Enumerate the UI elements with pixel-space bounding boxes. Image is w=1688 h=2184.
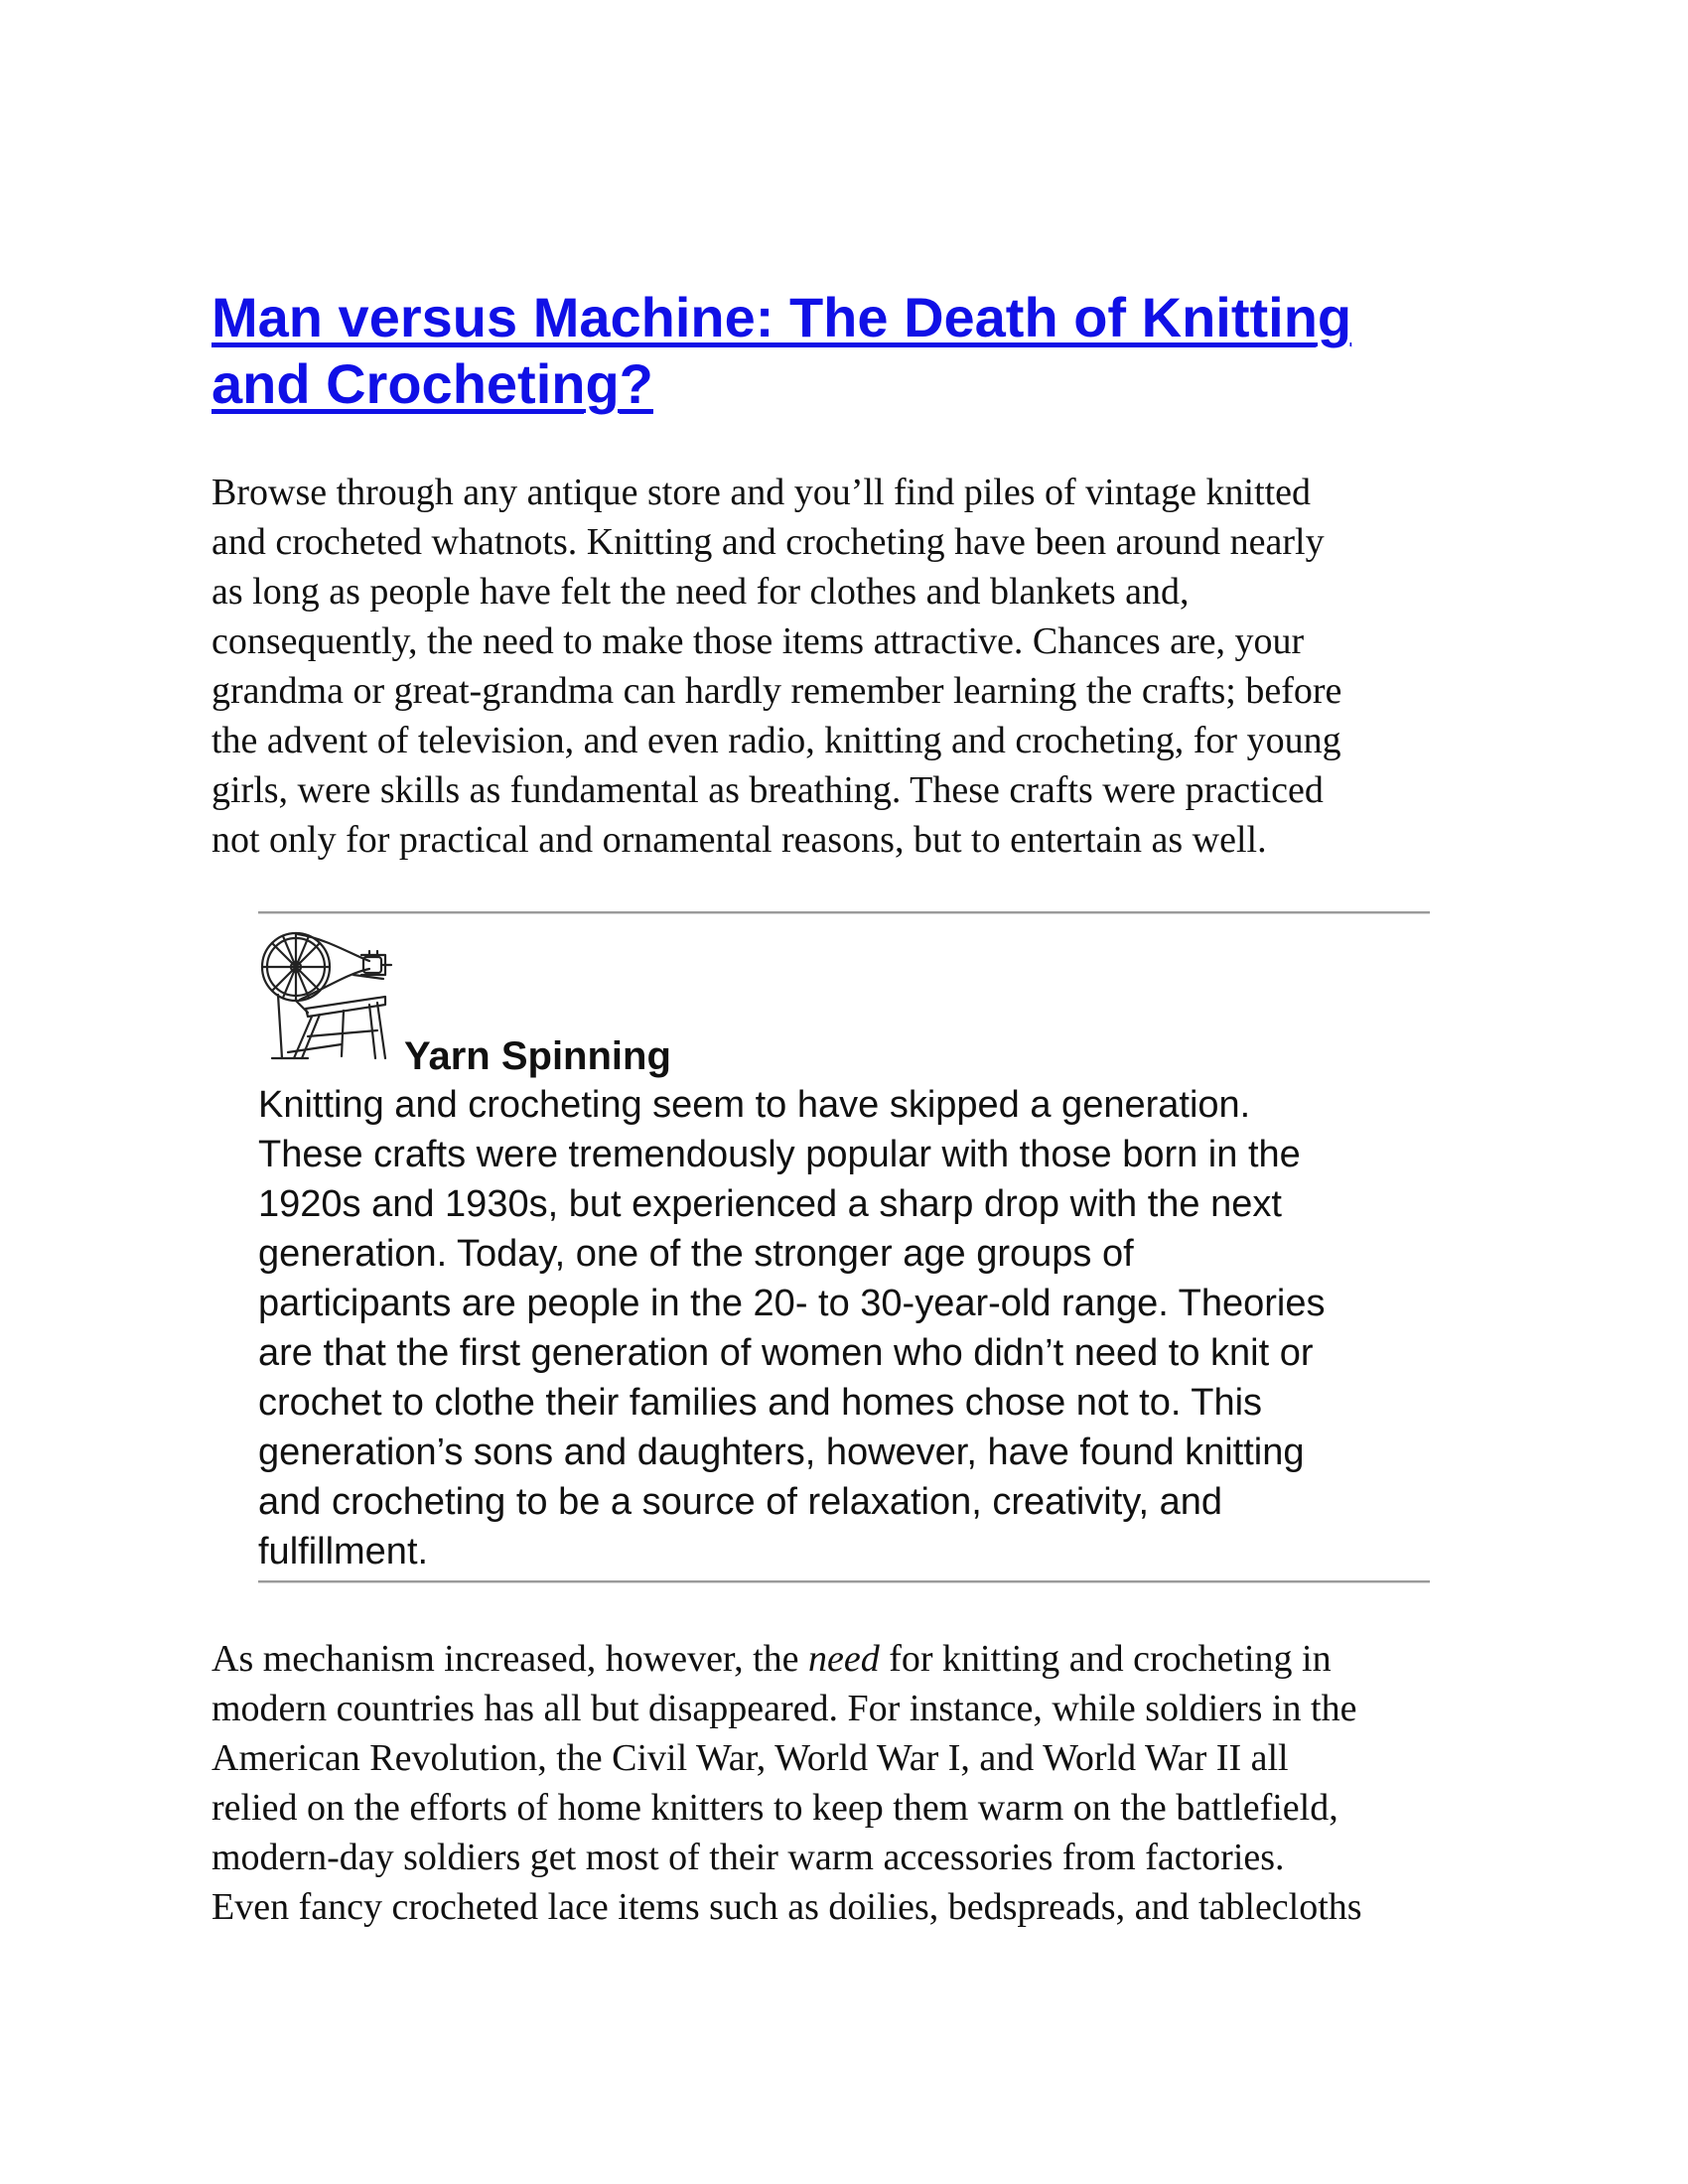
para2-line: Even fancy crocheted lace items such as doilies, bedspreads, and tablecloths <box>211 1886 1362 1928</box>
sidebar-body <box>258 1080 1430 1576</box>
sidebar-line: and crocheting to be a source of relaxation, creativity, and <box>258 1481 1222 1523</box>
spinning-wheel-icon <box>258 925 397 1062</box>
sidebar-line: are that the first generation of women who didn’t need to knit or <box>258 1332 1314 1374</box>
sidebar-top-divider <box>258 911 1430 914</box>
intro-line: Browse through any antique store and you’ll find piles of vintage knitted <box>211 472 1312 513</box>
sidebar-line: fulfillment. <box>258 1531 429 1572</box>
sidebar-line: generation’s sons and daughters, however, have found knitting <box>258 1432 1305 1473</box>
intro-line: as long as people have felt the need for clothes and blankets and, <box>211 571 1190 613</box>
intro-line: and crocheted whatnots. Knitting and crocheting have been around nearly <box>211 521 1325 563</box>
intro-line: grandma or great-grandma can hardly remember learning the crafts; before <box>211 670 1342 712</box>
emphasis-need: need <box>808 1638 880 1680</box>
sidebar-heading: Yarn Spinning <box>404 1034 671 1078</box>
para2-line: modern-day soldiers get most of their warm accessories from factories. <box>211 1837 1285 1878</box>
para2-line <box>211 1634 1502 1684</box>
intro-line: consequently, the need to make those items attractive. Chances are, your <box>211 620 1305 662</box>
para2-line1-end: for knitting and crocheting in <box>879 1638 1332 1680</box>
sidebar-line: These crafts were tremendously popular with those born in the <box>258 1134 1301 1175</box>
intro-line: the advent of television, and even radio, knitting and crocheting, for young <box>211 720 1341 761</box>
article-title-link[interactable] <box>211 284 1502 417</box>
sidebar-line: 1920s and 1930s, but experienced a sharp drop with the next <box>258 1183 1282 1225</box>
para2-line: modern countries has all but disappeared. For instance, while soldiers in the <box>211 1688 1357 1729</box>
title-line-1: Man versus Machine: The Death of Knitting <box>211 286 1352 348</box>
article-title <box>211 284 1502 417</box>
intro-line: girls, were skills as fundamental as breathing. These crafts were practiced <box>211 769 1324 811</box>
intro-paragraph <box>211 468 1502 865</box>
sidebar-line: participants are people in the 20- to 30-year-old range. Theories <box>258 1283 1326 1324</box>
yarn-spinning-sidebar <box>258 911 1430 1582</box>
para2-line: American Revolution, the Civil War, World War I, and World War II all <box>211 1737 1289 1779</box>
sidebar-line: crochet to clothe their families and homes chose not to. This <box>258 1382 1263 1424</box>
para2-line1-start: As mechanism increased, however, the <box>211 1638 808 1680</box>
sidebar-bottom-divider <box>258 1580 1430 1583</box>
title-line-2: and Crocheting? <box>211 352 653 415</box>
body-paragraph-2 <box>211 1634 1502 1932</box>
intro-line: not only for practical and ornamental reasons, but to entertain as well. <box>211 819 1267 861</box>
para2-line: relied on the efforts of home knitters to keep them warm on the battlefield, <box>211 1787 1338 1829</box>
sidebar-line: Knitting and crocheting seem to have skipped a generation. <box>258 1084 1251 1126</box>
sidebar-line: generation. Today, one of the stronger age groups of <box>258 1233 1134 1275</box>
